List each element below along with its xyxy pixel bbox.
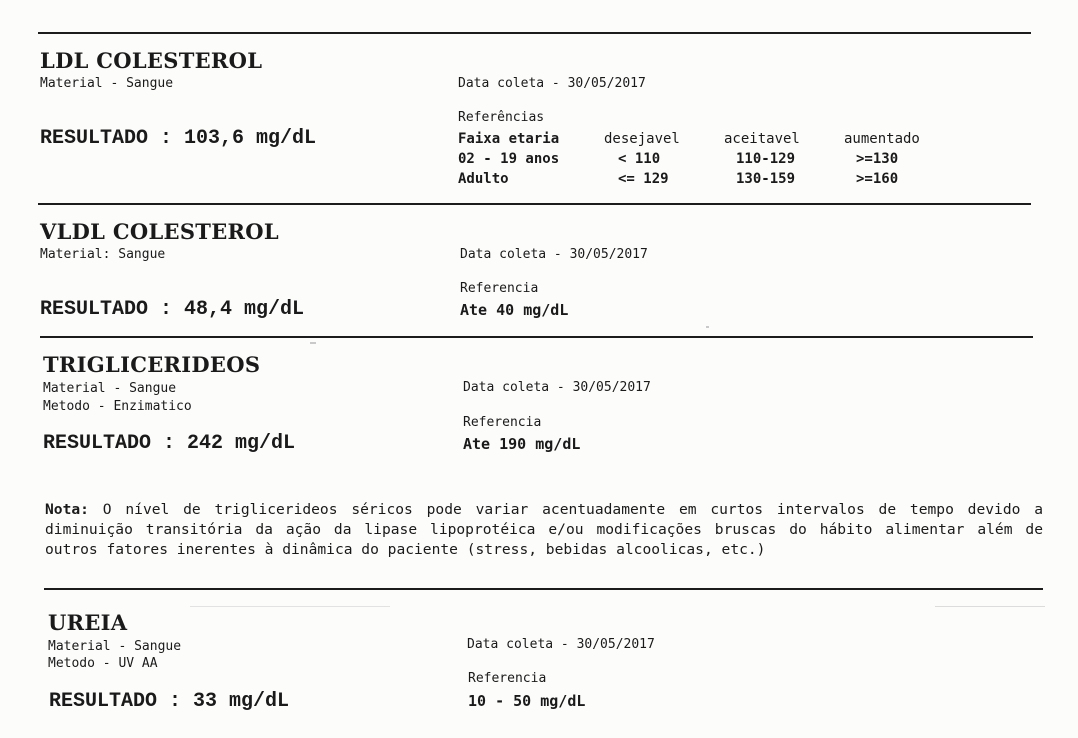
ldl-table-header: aceitavel — [724, 131, 800, 147]
ldl-material: Material - Sangue — [40, 76, 174, 91]
divider-vldl-trig — [40, 336, 1033, 338]
top-divider — [38, 32, 1031, 34]
scan-speck — [706, 326, 709, 328]
divider-trig-ureia — [44, 588, 1043, 590]
ureia-metodo: Metodo - UV AA — [48, 656, 158, 671]
ldl-referencias-label: Referências — [458, 110, 545, 125]
ldl-table-header: aumentado — [844, 131, 920, 147]
trig-nota-text: O nível de triglicerideos séricos pode variar acentuadamente em curtos intervalos de tempo devido a diminuição transitória da ação da lipase lipoprotéica e/ou modificações bruscas do hábito alimentar além de outros fatores inerentes à dinâmica do paciente (stress, bebidas alcoolicas, etc.) — [45, 501, 1043, 558]
divider-ldl-vldl — [38, 203, 1031, 205]
vldl-resultado: RESULTADO : 48,4 mg/dL — [40, 298, 305, 321]
ldl-table-cell: Adulto — [458, 171, 509, 187]
ldl-table-cell: >=130 — [856, 151, 899, 167]
ldl-table-cell: <= 129 — [618, 171, 669, 187]
vldl-referencia-label: Referencia — [460, 281, 539, 296]
vldl-material: Material: Sangue — [40, 247, 166, 262]
trig-nota — [45, 500, 1043, 560]
ldl-table-cell: >=160 — [856, 171, 899, 187]
ureia-resultado: RESULTADO : 33 mg/dL — [49, 690, 290, 713]
trig-nota-label: Nota: — [45, 501, 89, 518]
vldl-title: VLDL COLESTEROL — [40, 219, 279, 244]
ureia-data-coleta: Data coleta - 30/05/2017 — [467, 637, 655, 652]
vldl-referencia-valor: Ate 40 mg/dL — [460, 301, 569, 319]
trig-data-coleta: Data coleta - 30/05/2017 — [463, 380, 651, 395]
scan-speck — [935, 606, 1045, 607]
trig-resultado: RESULTADO : 242 mg/dL — [43, 432, 296, 455]
trig-title: TRIGLICERIDEOS — [43, 352, 261, 377]
ldl-title: LDL COLESTEROL — [40, 48, 263, 73]
ldl-table-cell: 110-129 — [736, 151, 796, 167]
trig-material: Material - Sangue — [43, 381, 177, 396]
ureia-referencia-label: Referencia — [468, 671, 547, 686]
ldl-data-coleta: Data coleta - 30/05/2017 — [458, 76, 646, 91]
ldl-resultado: RESULTADO : 103,6 mg/dL — [40, 127, 317, 150]
scan-speck — [310, 342, 316, 344]
ldl-table-cell: 02 - 19 anos — [458, 151, 560, 167]
ldl-table-header: Faixa etaria — [458, 131, 560, 147]
trig-referencia-valor: Ate 190 mg/dL — [463, 435, 581, 453]
ldl-table-header: desejavel — [604, 131, 680, 147]
ureia-title: UREIA — [48, 610, 128, 635]
scan-speck — [190, 606, 390, 607]
ldl-table-cell: < 110 — [618, 151, 661, 167]
ureia-material: Material - Sangue — [48, 639, 182, 654]
trig-referencia-label: Referencia — [463, 415, 542, 430]
ureia-referencia-valor: 10 - 50 mg/dL — [468, 692, 586, 710]
ldl-table-cell: 130-159 — [736, 171, 796, 187]
vldl-data-coleta: Data coleta - 30/05/2017 — [460, 247, 648, 262]
ldl-reference-table — [458, 131, 978, 191]
trig-metodo: Metodo - Enzimatico — [43, 399, 192, 414]
